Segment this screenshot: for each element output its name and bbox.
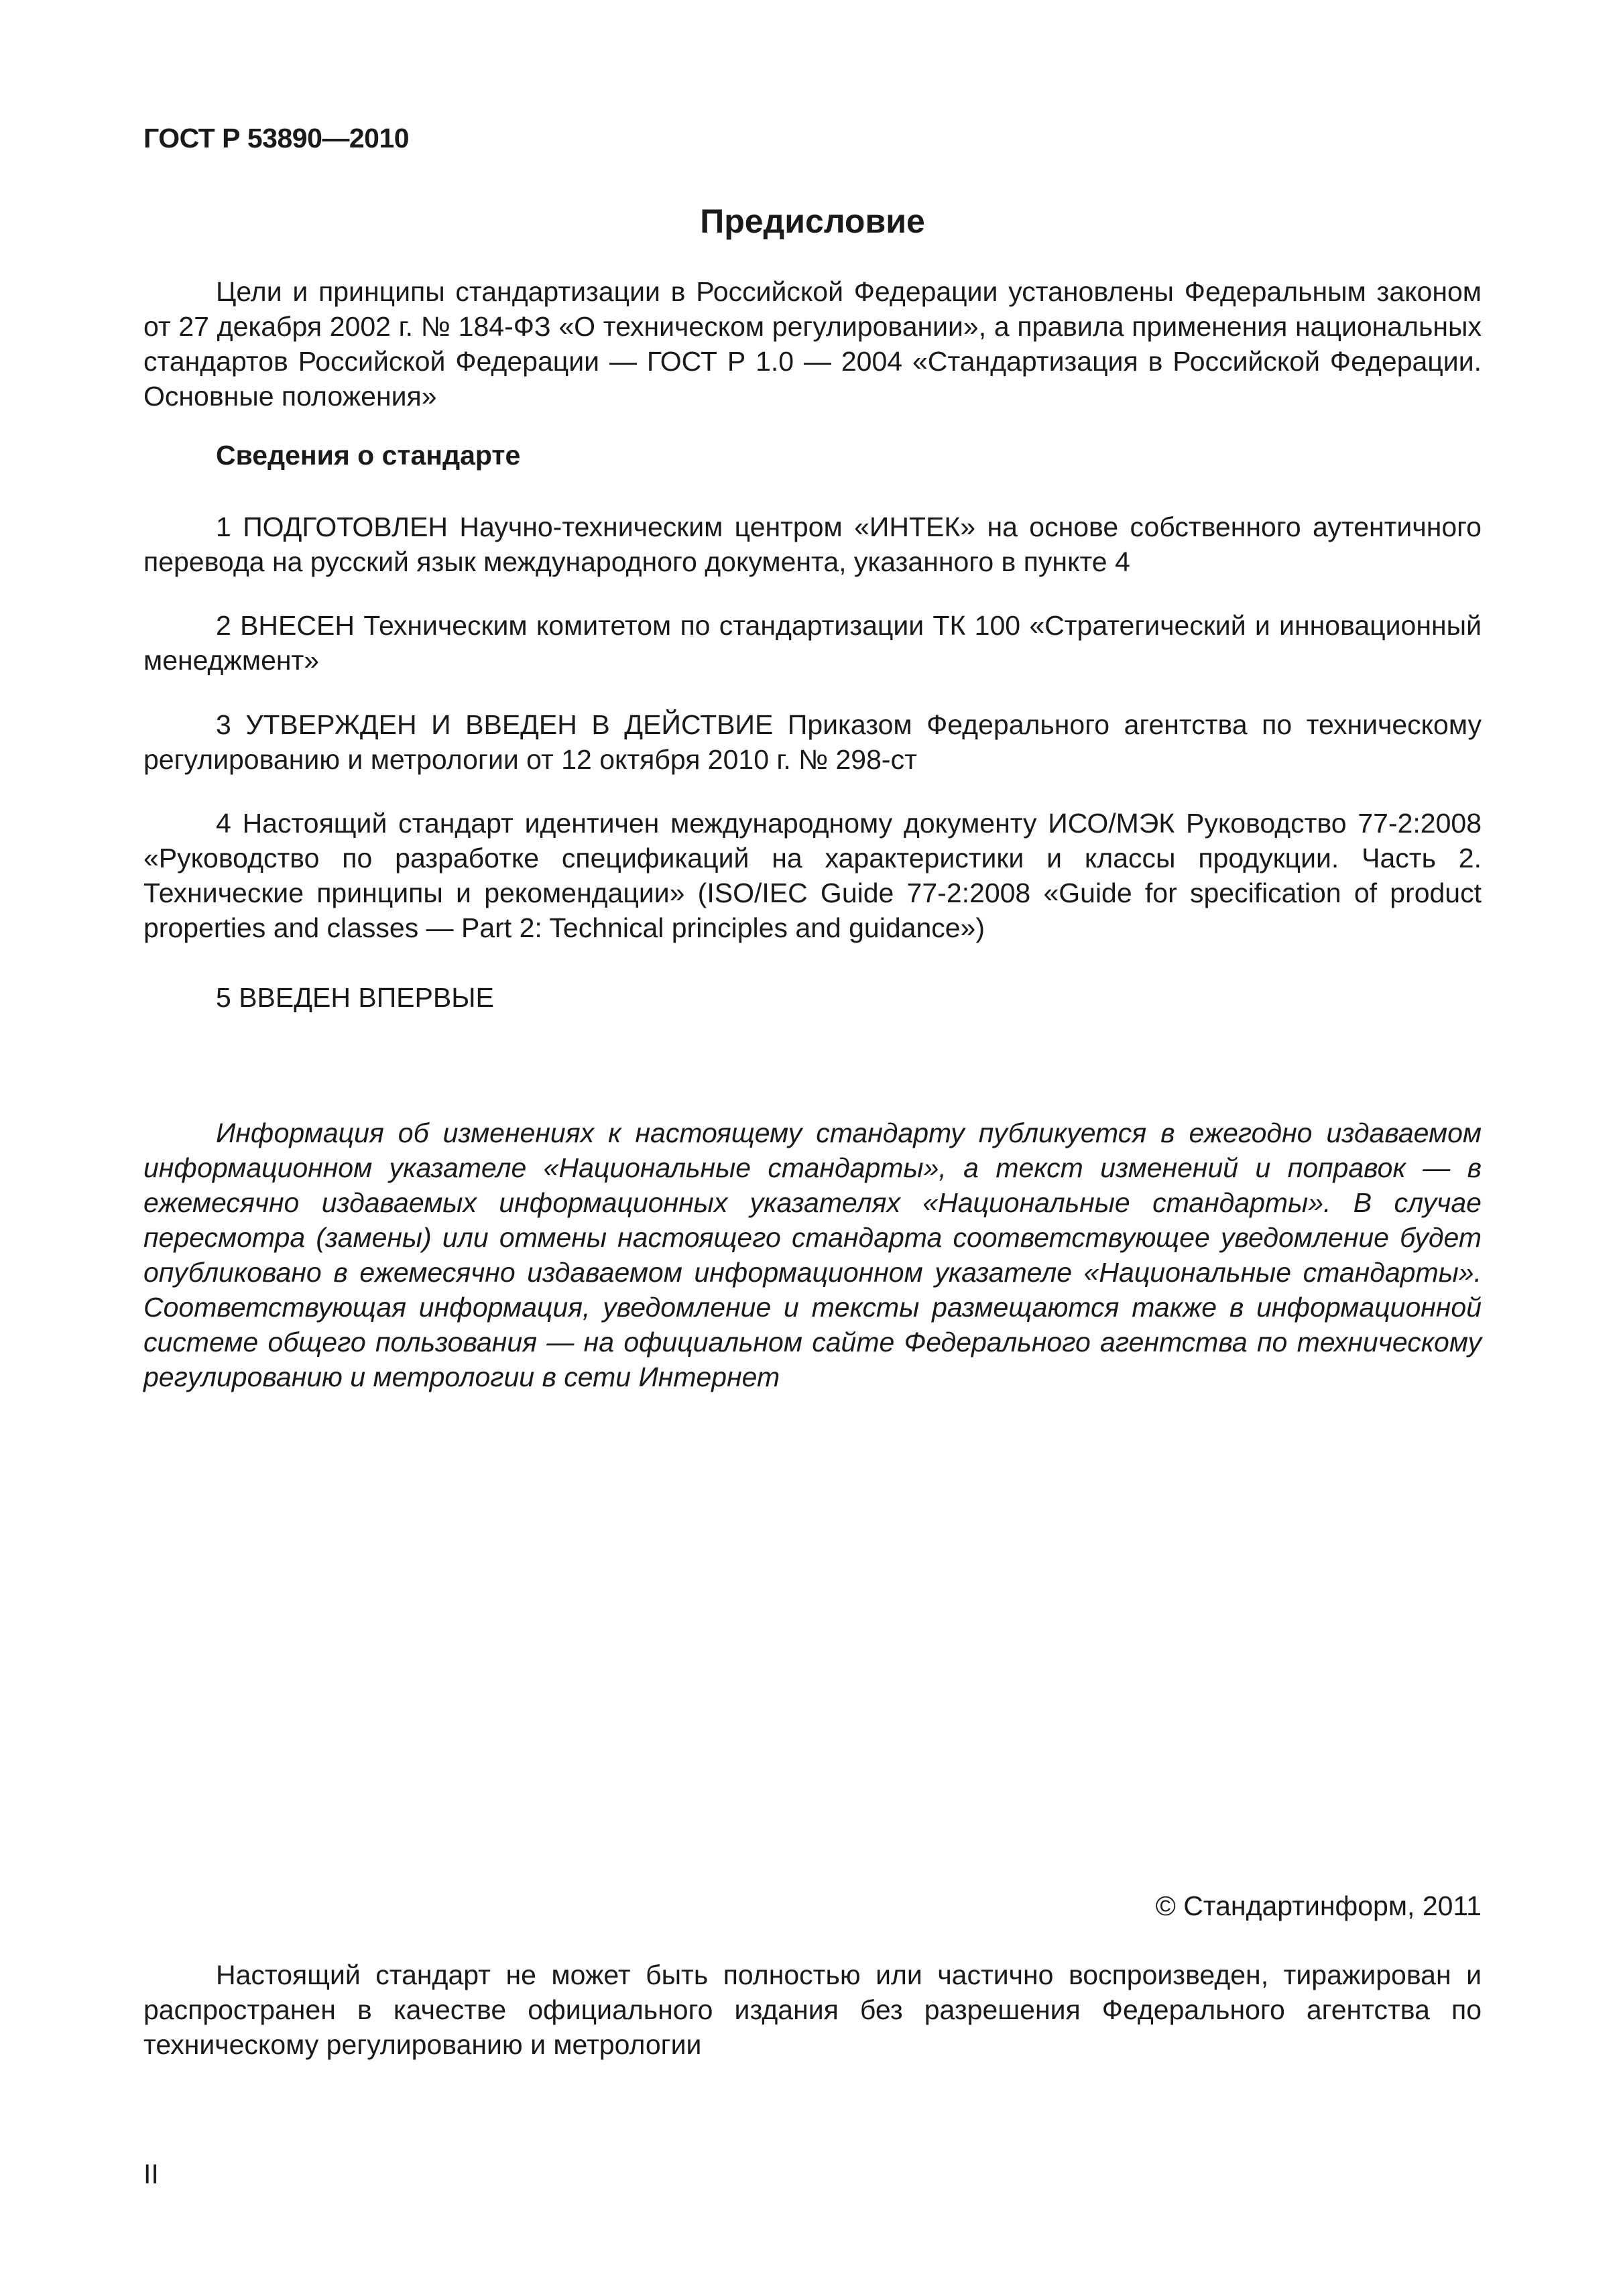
copyright: © Стандартинформ, 2011 [1155, 1890, 1482, 1921]
notice-paragraph: Информация об изменениях к настоящему стандарту публикуется в ежегодно издаваемом информационном указателе «Национальные стандарты», а текст изменений и поправок — в ежемесячно издаваемых информационных указателях «Национальные стандарты». В случае пересмотра (замены) или отмены настоящего стандарта соответствующее уведомление будет опубликовано в ежемесячно издаваемом информационном указателе «Национальные стандарты». Соответствующая информация, уведомление и тексты размещаются также в информационной системе общего пользования — на официальном сайте Федерального агентства по техническому регулированию и метрологии в сети Интернет [143, 1117, 1482, 1392]
notice-block [143, 1115, 1482, 1394]
reproduction-block [143, 1957, 1482, 2062]
list-item: 4 Настоящий стандарт идентичен международному документу ИСО/МЭК Руководство 77-2:2008 «Руководство по разработке спецификаций на характеристики и классы продукции. Часть 2. Технические принципы и рекомендации» (ISO/IEC Guide 77-2:2008 «Guide for specification of product properties and classes — Part 2: Technical principles and guidance») [143, 808, 1482, 943]
item-4-block [143, 806, 1482, 945]
list-item: 5 ВВЕДЕН ВПЕРВЫЕ [216, 982, 494, 1013]
document-code: ГОСТ Р 53890—2010 [143, 123, 410, 154]
reproduction-paragraph: Настоящий стандарт не может быть полностью или частично воспроизведен, тиражирован и распространен в качестве официального издания без разрешения Федерального агентства по техническому регулированию и метрологии [143, 1959, 1482, 2060]
intro-block [143, 274, 1482, 414]
item-3-block [143, 707, 1482, 777]
item-1-block [143, 509, 1482, 579]
list-item: 2 ВНЕСЕН Техническим комитетом по стандартизации ТК 100 «Стратегический и инновационный менеджмент» [143, 610, 1482, 676]
intro-paragraph: Цели и принципы стандартизации в Российской Федерации установлены Федеральным законом от 27 декабря 2002 г. № 184-ФЗ «О техническом регулировании», а правила применения национальных стандартов Российской Федерации — ГОСТ Р 1.0 — 2004 «Стандартизация в Российской Федерации. Основные положения» [143, 276, 1482, 412]
list-item: 1 ПОДГОТОВЛЕН Научно-техническим центром «ИНТЕК» на основе собственного аутентичного перевода на русский язык международного документа, указанного в пункте 4 [143, 511, 1482, 577]
page-title: Предисловие [700, 202, 925, 240]
item-2-block [143, 608, 1482, 678]
section-heading: Сведения о стандарте [216, 440, 521, 471]
item-5-block [143, 980, 1482, 1015]
list-item: 3 УТВЕРЖДЕН И ВВЕДЕН В ДЕЙСТВИЕ Приказом Федерального агентства по техническому регулированию и метрологии от 12 октября 2010 г. № 298-ст [143, 709, 1482, 775]
page-number: II [143, 2159, 159, 2189]
